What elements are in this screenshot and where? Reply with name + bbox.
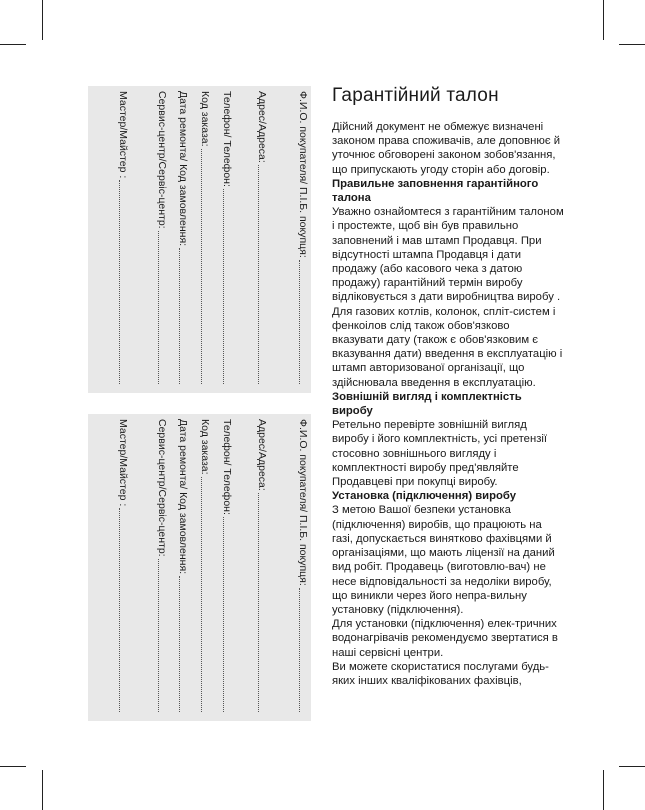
field-order-code[interactable] (197, 419, 212, 714)
field-repair-date[interactable] (175, 419, 190, 714)
fill-line (201, 149, 212, 384)
crop-mark (619, 44, 645, 45)
section-paragraph: Ретельно перевірте зовнішній вигляд виробу і його комплектність, усі претензії стосовно зовнішнього вигляду і комплектності виробу пред'являйте Продавцеві при покупці виробу. (332, 419, 548, 489)
fill-line (201, 477, 212, 712)
crop-mark (42, 770, 43, 810)
crop-mark (603, 0, 604, 40)
warranty-text-column (332, 84, 564, 688)
intro-paragraph: Дійсний документ не обмежує визначені законом права споживачів, але доповнює й уточнює обговорені законом зобов'язання, що припускають угоду сторін або договір. (332, 121, 561, 176)
section-heading: Зовнішній вигляд і комплектність виробу (332, 390, 522, 418)
section-heading: Правильне заповнення гарантійного талона (332, 177, 539, 205)
field-label: Ф.И.О. покупателя/ П.І.Б. покупця: (297, 419, 309, 586)
field-label: Дата ремонта/ Код замовлення: (177, 419, 189, 575)
field-service-center[interactable] (154, 419, 169, 714)
field-label: Код заказа: (199, 91, 211, 147)
fill-line (223, 189, 234, 384)
page-title: Гарантійний талон (332, 85, 499, 106)
field-label: Сервис-центр/Сервіс-центр: (156, 419, 168, 557)
field-master[interactable] (115, 91, 130, 386)
crop-mark (0, 44, 26, 45)
field-address[interactable] (254, 419, 269, 714)
field-label: Адрес/Адреса: (256, 91, 268, 163)
fill-line (258, 493, 269, 712)
section-heading: Установка (підключення) виробу (332, 490, 517, 503)
field-label: Мастер/Майстер : (117, 419, 129, 507)
fill-line (299, 588, 310, 712)
crop-mark (0, 766, 26, 767)
warranty-coupon-1 (88, 86, 311, 393)
fill-line (299, 260, 310, 384)
section-paragraph: Для установки (підключення) елек-тричних водонагрівачів рекомендуємо звертатися в наші сервісні центри. (332, 618, 558, 659)
field-buyer-name[interactable] (295, 419, 310, 714)
field-address[interactable] (254, 91, 269, 386)
field-order-code[interactable] (197, 91, 212, 386)
fill-line (158, 231, 169, 384)
field-label: Телефон/ Телефон: (221, 419, 233, 515)
crop-mark (42, 0, 43, 40)
fill-line (179, 576, 190, 712)
field-buyer-name[interactable] (295, 91, 310, 386)
fill-line (223, 517, 234, 712)
field-label: Код заказа: (199, 419, 211, 475)
section-paragraph: З метою Вашої безпеки установка (підключення) виробів, що працюють на газі, допускається винятково фахівцями й організаціями, що мають ліцензії на даний вид робіт. Продавець (виготовлю-вач) не несе відповідальності за недоліки виробу, що виникли через його непра-вильну установку (підключення). (332, 504, 555, 616)
field-phone[interactable] (219, 419, 234, 714)
field-label: Ф.И.О. покупателя/ П.І.Б. покупця: (297, 91, 309, 258)
field-repair-date[interactable] (175, 91, 190, 386)
fill-line (179, 248, 190, 384)
fill-line (158, 559, 169, 712)
field-label: Сервис-центр/Сервіс-центр: (156, 91, 168, 229)
warranty-coupon-2 (88, 414, 311, 721)
field-label: Адрес/Адреса: (256, 419, 268, 491)
fill-line (258, 165, 269, 384)
field-phone[interactable] (219, 91, 234, 386)
section-paragraph: Ви можете скористатися послугами будь-яких інших кваліфікованих фахівців, (332, 660, 549, 687)
crop-mark (619, 766, 645, 767)
fill-line (119, 180, 130, 384)
section-paragraph: Уважно ознайомтеся з гарантійним талоном і простежте, щоб він був правильно заповнений і мав штамп Продавця. При відсутності штампа Продавця і дати продажу (або касового чека з датою продажу) гарантійний термін виробу відліковується з дати виробництва виробу . Для газових котлів, колонок, спліт-систем і фенкоілов слід також обов'язково вказувати дату (також є обов'язковим є вказування дати) введення в експлуатацію і штамп авторизованої організації, що здійснювала введення в експлуатацію. (332, 206, 564, 389)
field-master[interactable] (115, 419, 130, 714)
field-service-center[interactable] (154, 91, 169, 386)
field-label: Мастер/Майстер : (117, 91, 129, 179)
crop-mark (603, 770, 604, 810)
field-label: Телефон/ Телефон: (221, 91, 233, 187)
fill-line (119, 508, 130, 712)
field-label: Дата ремонта/ Код замовлення: (177, 91, 189, 247)
